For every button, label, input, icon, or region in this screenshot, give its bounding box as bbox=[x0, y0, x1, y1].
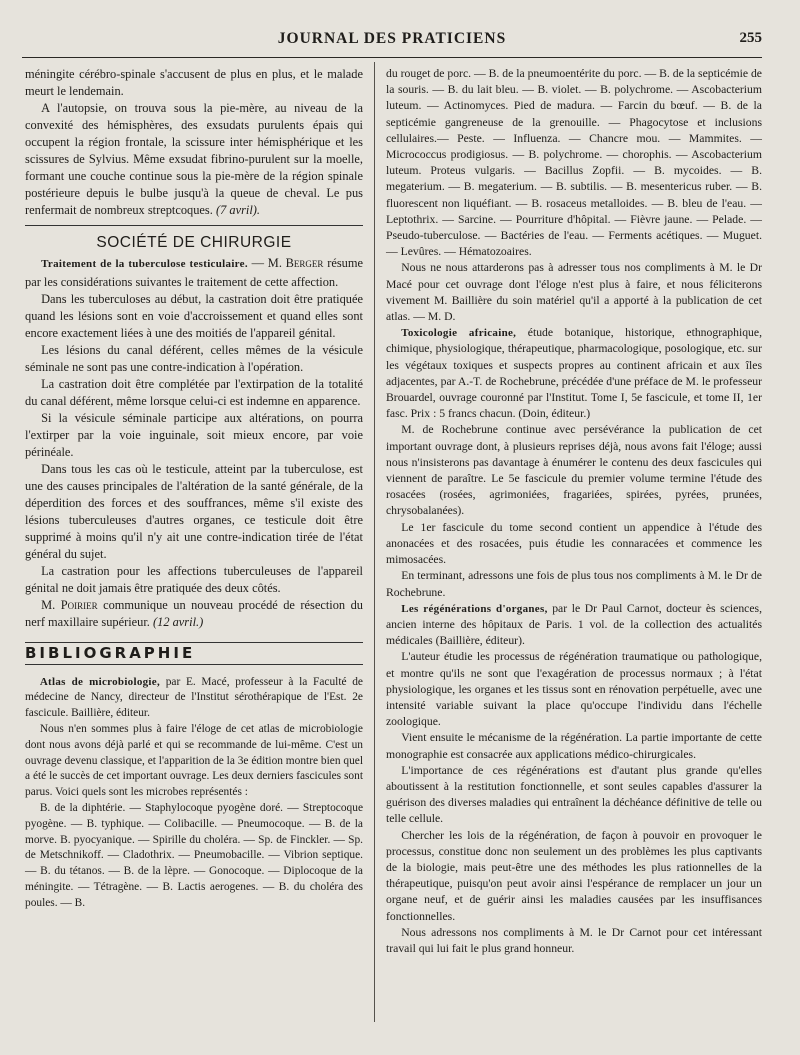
paragraph: B. de la diphtérie. — Staphylocoque pyogène doré. — Streptocoque pyogène. — B. typhique. — Colibacille. — Pneumocoque. — B. de la morve. B. pyocyanique. — Spirille du choléra. — Sp. de Finckler. — Sp. de Metschnikoff. — Cladothrix. — Pneumobacille. — Vibrion septique. — B. du tétanos. — B. de la lèpre. — Gonocoque. — Diplocoque de la méningite. — Tétragène. — B. Lactis aerogenes. — B. du choléra des poules. — B. bbox=[25, 801, 363, 909]
paragraph: M. de Rochebrune continue avec persévérance la publication de cet important ouvrage dont, à plusieurs reprises déjà, nous avons fait l'éloge; aussi nous n'insisterons pas davantage à énumérer le contenu des deux fascicules qui viennent de paraître. Le 5e fascicule du premier volume termine l'étude des rosacées (rosées, agrimoniées, fragariées, spirées, pyrées, prunées, chrysobalanées). bbox=[386, 423, 762, 518]
paragraph: Si la vésicule séminale participe aux altérations, on pourra l'extirper par la voie inguinale, soit mieux encore, par voie périnéale. bbox=[25, 410, 363, 459]
book-details: étude botanique, historique, ethnographique, chimique, physiologique, thérapeutique, pharmacologique, posologique, etc. sur les végétaux toxiques et suspects propres au continent africain et aux îles adjacentes, par A.-T. de Rochebrune, précédée d'une préface de M. le professeur Brouardel, ouvrage couronné par l'Institut. Tome I, 5e fascicule, et tome II, 1er fasc. Prix : 5 francs chacun. (Doin, éditeur.) bbox=[386, 326, 763, 421]
article-title: Traitement de la tuberculose testiculaire. bbox=[41, 258, 248, 271]
article-lead: résume par les considérations suivantes le traitement de cette affection. bbox=[25, 256, 363, 289]
paragraph: Traitement de la tuberculose testiculaire. — M. Berger résume par les considérations suivantes le traitement de cette affection. bbox=[25, 256, 363, 289]
paragraph: Nous adressons nos compliments à M. le Dr Carnot pour cet intéressant travail qui lui fait le plus grand honneur. bbox=[386, 925, 762, 955]
communication-text: communique un nouveau procédé de résection du nerf maxillaire supérieur. bbox=[25, 598, 363, 630]
page-number: 255 bbox=[739, 30, 762, 46]
autopsy-text: A l'autopsie, on trouva sous la pie-mère, au niveau de la convexité des hémisphères, des exsudats purulents épais qui occupent la région frontale, la scissure inter hémisphérique et les scissures de Sylvius. Même exsudat fibrino-purulent sur la moelle, formant une couche continue sous la pie-mère de la région spinale postérieure depuis le bulbe jusqu'à la queue de cheval. Le pus renfermait de nombreux streptcoques. bbox=[25, 101, 363, 218]
session-date: (7 avril). bbox=[215, 203, 261, 218]
paragraph: Nous n'en sommes plus à faire l'éloge de cet atlas de microbiologie dont nous avons déjà parlé et qui se recommande de lui-même. C'est un ouvrage devenu classique, et l'apparition de la 3e édition montre bien quel a été le succès de cet important ouvrage. Les deux derniers fascicules sont parus. Voici quels sont les microbes représentés : bbox=[25, 722, 363, 799]
paragraph: Nous ne nous attarderons pas à adresser tous nos compliments à M. le Dr Macé pour cet ouvrage dont l'éloge n'est plus à faire, et nous féliciterons vivement M. Baillière du soin matériel qu'il a apporté à la publication de cet atlas. — M. D. bbox=[386, 261, 762, 324]
paragraph bbox=[25, 597, 363, 631]
section-title: SOCIÉTÉ DE CHIRURGIE bbox=[96, 234, 292, 252]
paragraph: méningite cérébro-spinale s'accusent de plus en plus, et le malade meurt le lendemain. bbox=[25, 67, 363, 99]
book-details: par le Dr Paul Carnot, docteur ès sciences, ancien interne des hôpitaux de Paris. 1 vol. de la collection des actualités médicales (Baillière, éditeur). bbox=[386, 601, 763, 648]
paragraph: La castration doit être complétée par l'extirpation de la totalité du canal déférent, même lorsque celui-ci est indemne en apparence. bbox=[25, 376, 363, 408]
paragraph: Dans les tuberculoses au début, la castration doit être pratiquée quand les lésions sont en voie d'accroissement et quand elles sont encore exactement liées à une des moitiés de l'appareil génital. bbox=[25, 291, 363, 340]
column-divider bbox=[374, 62, 375, 1022]
book-title: Les régénérations d'organes, bbox=[401, 602, 548, 615]
author-name: M. Poirier bbox=[41, 598, 98, 613]
paragraph bbox=[386, 325, 762, 422]
section-rule bbox=[25, 225, 363, 226]
book-details: par E. Macé, professeur à la Faculté de médecine de Nancy, directeur de l'Institut sérothérapique de l'Est. 2e fascicule. Baillière, éditeur. bbox=[25, 675, 363, 720]
paragraph: La castration pour les affections tuberculeuses de l'appareil génital ne doit jamais être pratiquée des deux côtés. bbox=[25, 564, 363, 596]
paragraph bbox=[386, 601, 762, 650]
book-title: Atlas de microbiologie, bbox=[39, 675, 161, 688]
header-rule bbox=[22, 57, 762, 58]
paragraph: L'importance de ces régénérations est d'autant plus grande qu'elles aboutissent à la restitution fonctionnelle, et sont seules capables d'assurer la guérison des diverses maladies qui entraînent la déchéance définitive de telle ou telle cellule. bbox=[386, 763, 762, 826]
paragraph: Vient ensuite le mécanisme de la régénération. La partie importante de cette monographie est consacrée aux applications médico-chirurgicales. bbox=[386, 731, 762, 761]
paragraph bbox=[25, 675, 363, 722]
left-column bbox=[25, 66, 363, 912]
bibliography-banner: BIBLIOGRAPHIE bbox=[25, 642, 363, 665]
author-name: M. Berger bbox=[267, 256, 324, 271]
paragraph: L'auteur étudie les processus de régénération traumatique ou pathologique, et montre qu'ils ne sont que l'exagération de processus normaux ; à l'état physiologique, les organes et les tissus sont en rénovation perpétuelle, avec une intensité variable suivant la place qu'occupe l'individu dans l'échelle zoologique. bbox=[386, 650, 762, 729]
book-title: Toxicologie africaine, bbox=[401, 327, 517, 340]
paragraph: du rouget de porc. — B. de la pneumoentérite du porc. — B. de la septicémie de la souris. — B. du lait bleu. — B. violet. — B. polychrome. — Ascobacterium luteum. — Actinomyces. Pied de madura. — Farcin du bœuf. — B. de la septicémie gangreneuse de la grenouille. — Phagocytose et inclusions cellulaires.— Peste. — Influenza. — Chancre mou. — Mammites. — Micrococcus prodigiosus. — B. polychrome. — chorophis. — Ascobacterium luteum. Proteus vulgaris. — Bacillus Zopfii. — B. mycoides. — B. megaterium. — B. megaterium. — B. subtilis. — B. mesentericus ruber. — B. fluorescent non liquéfiant. — B. rosaceus metalloides. — B. bleu de l'eau. — Leptothrix. — Sarcine. — Pourriture d'hôpital. — Fièvre jaune. — Pelade. — Pseudo-tuberculose. — Bactéries de l'eau. — Ferments acétiques. — Muguet. — Levûres. — Hématozoaires. bbox=[386, 67, 762, 259]
paragraph: En terminant, adressons une fois de plus tous nos compliments à M. le Dr de Rochebrune. bbox=[386, 569, 762, 599]
session-date: (12 avril.) bbox=[153, 615, 204, 630]
paragraph bbox=[25, 100, 363, 219]
paragraph: Dans tous les cas où le testicule, atteint par la tuberculose, est une des causes principales de l'altération de la santé générale, de la déperdition des forces et des souffrances, même s'il existe des lésions tuberculeuses d'autres organes, ce testicule doit être supprimé à moins qu'il n'y ait une contre-indication tirée de l'état général du sujet. bbox=[25, 462, 363, 562]
running-title: JOURNAL DES PRATICIENS bbox=[277, 30, 507, 47]
paragraph: Chercher les lois de la régénération, de façon à pouvoir en provoquer le processus, constitue donc non seulement un des problèmes les plus captivants de la biologie, mais peut-être une des méthodes les plus rationnelles de la thérapeutique, puisqu'on peut avoir ainsi l'espérance de remplacer un jour un organe neuf, et de guérir ainsi les maladies causées par les insuffisances fonctionnelles. bbox=[386, 828, 762, 923]
paragraph: Les lésions du canal déférent, celles mêmes de la vésicule séminale ne sont pas une contre-indication à l'opération. bbox=[25, 342, 363, 374]
paragraph: Le 1er fascicule du tome second contient un appendice à l'étude des anonacées et des rosacées, puis étudie les connaracées et commence les mimosacées. bbox=[386, 520, 762, 567]
page-header bbox=[22, 30, 762, 52]
right-column bbox=[386, 66, 762, 957]
